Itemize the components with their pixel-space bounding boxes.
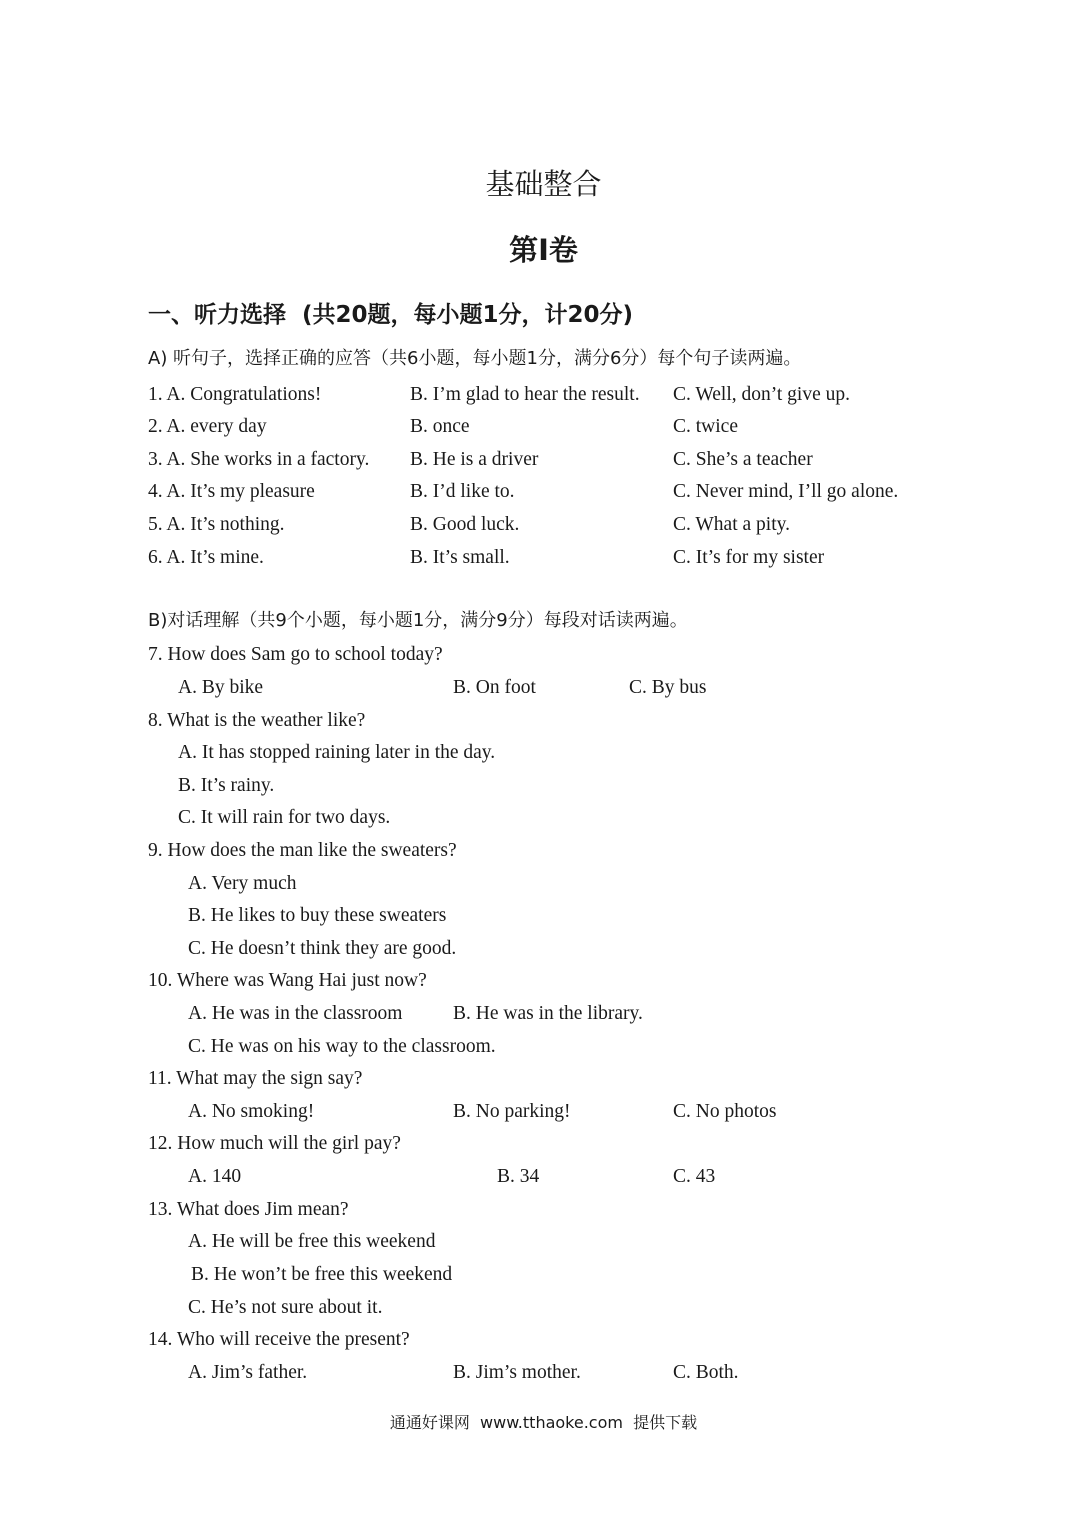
q6-option-a: 6. A. It’s mine. [148,547,264,568]
q8-stem: 8. What is the weather like? [148,710,366,731]
q13-stem: 13. What does Jim mean? [148,1199,349,1220]
q14-option-a: A. Jim’s father. [188,1362,308,1383]
q12-option-b: B. 34 [497,1166,540,1187]
q7-stem: 7. How does Sam go to school today? [148,644,443,665]
q13-option-b: B. He won’t be free this weekend [191,1264,453,1285]
q11-option-b: B. No parking! [453,1101,571,1122]
q3-option-a: 3. A. She works in a factory. [148,449,370,470]
q8-option-c: C. It will rain for two days. [178,807,391,828]
q11-option-c: C. No photos [673,1101,777,1122]
q12-option-a: A. 140 [188,1166,242,1187]
q9-stem: 9. How does the man like the sweaters? [148,840,457,861]
q11-option-a: A. No smoking! [188,1101,315,1122]
q4-option-a: 4. A. It’s my pleasure [148,481,315,502]
q12-option-c: C. 43 [673,1166,716,1187]
part-b-instruction: B)对话理解（共9个小题，每小题1分，满分9分）每段对话读两遍。 [148,610,688,631]
q13-option-c: C. He’s not sure about it. [188,1297,383,1318]
q5-option-a: 5. A. It’s nothing. [148,514,285,535]
q7-option-b: B. On foot [453,677,536,698]
q7-option-c: C. By bus [629,677,707,698]
q2-option-b: B. once [410,416,470,437]
q7-option-a: A. By bike [178,677,264,698]
q4-option-b: B. I’d like to. [410,481,515,502]
q5-option-b: B. Good luck. [410,514,520,535]
q14-option-c: C. Both. [673,1362,739,1383]
q10-option-c: C. He was on his way to the classroom. [188,1036,496,1057]
q3-option-b: B. He is a driver [410,449,539,470]
q6-option-c: C. It’s for my sister [673,547,825,568]
q2-option-a: 2. A. every day [148,416,267,437]
footer-watermark: 通通好课网 www.tthaoke.com 提供下载 [389,1413,698,1432]
q10-option-b: B. He was in the library. [453,1003,643,1024]
q1-option-a: 1. A. Congratulations! [148,384,322,405]
q14-option-b: B. Jim’s mother. [453,1362,581,1383]
q5-option-c: C. What a pity. [673,514,790,535]
q6-option-b: B. It’s small. [410,547,510,568]
q11-stem: 11. What may the sign say? [148,1068,363,1089]
q12-stem: 12. How much will the girl pay? [148,1133,401,1154]
q1-option-c: C. Well, don’t give up. [673,384,850,405]
q10-stem: 10. Where was Wang Hai just now? [148,970,427,991]
volume-title: 第I卷 [509,233,578,267]
q10-option-a: A. He was in the classroom [188,1003,403,1024]
q2-option-c: C. twice [673,416,738,437]
q8-option-b: B. It’s rainy. [178,775,275,796]
part-a-instruction: A) 听句子，选择正确的应答（共6小题，每小题1分，满分6分）每个句子读两遍。 [148,348,802,369]
q9-option-b: B. He likes to buy these sweaters [188,905,447,926]
q13-option-a: A. He will be free this weekend [188,1231,436,1252]
q14-stem: 14. Who will receive the present? [148,1329,410,1350]
q1-option-b: B. I’m glad to hear the result. [410,384,640,405]
document-title: 基础整合 [485,167,602,201]
q4-option-c: C. Never mind, I’ll go alone. [673,481,899,502]
q3-option-c: C. She’s a teacher [673,449,813,470]
q8-option-a: A. It has stopped raining later in the day. [178,742,496,763]
q9-option-a: A. Very much [188,873,297,894]
q9-option-c: C. He doesn’t think they are good. [188,938,457,959]
section-heading: 一、听力选择 (共20题，每小题1分，计20分) [148,302,634,328]
